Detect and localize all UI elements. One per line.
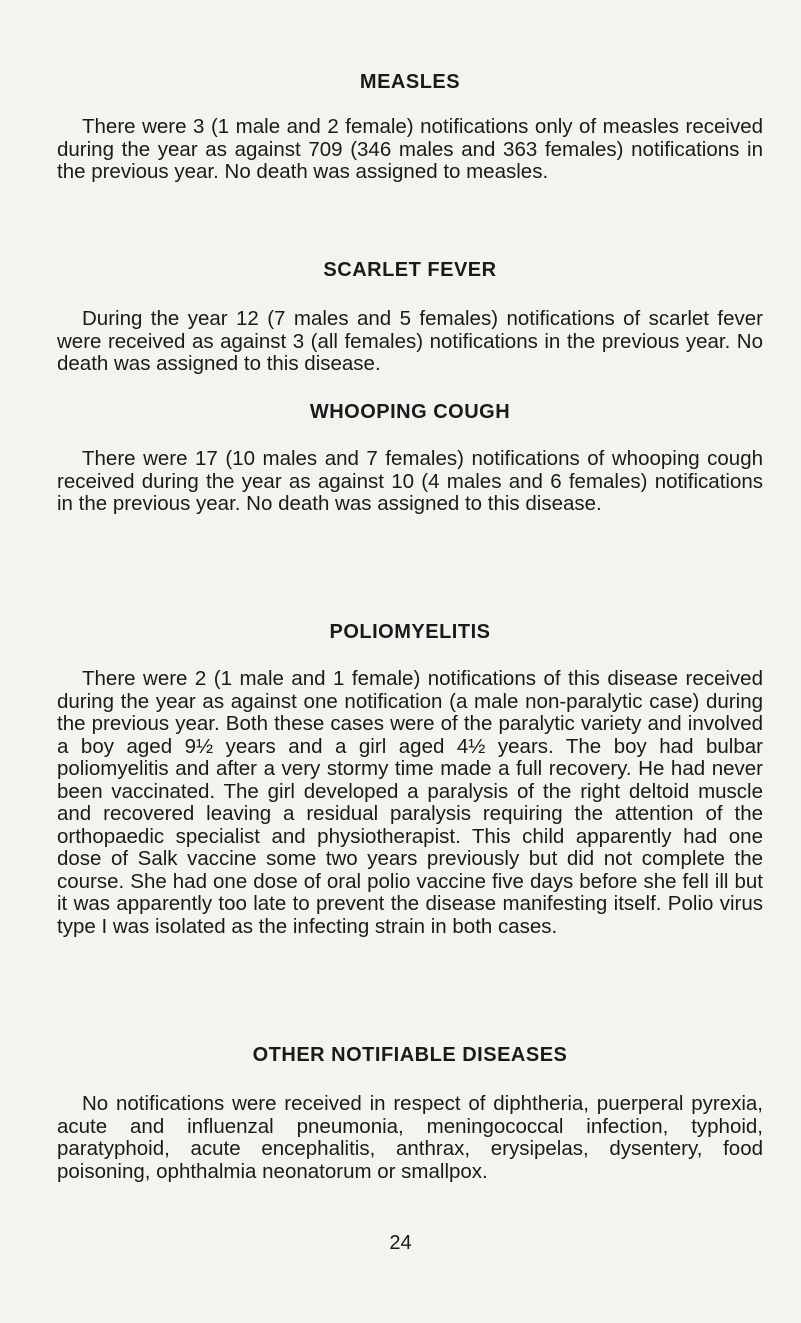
- section-whooping-cough: [57, 400, 763, 516]
- paragraph-text: No notifications were received in respect of diphtheria, puerperal pyrexia, acute and influenzal pneumonia, meningococcal infection, typhoid, paratyphoid, acute encephalitis, anthrax, erysipelas, dysentery, food poisoning, ophthalmia neonatorum or smallpox.: [57, 1092, 763, 1183]
- section-heading: OTHER NOTIFIABLE DISEASES: [252, 1044, 568, 1066]
- section-paragraph: [57, 668, 763, 938]
- section-measles: [57, 70, 763, 184]
- section-scarlet-fever: [57, 258, 763, 376]
- page-number: 24: [389, 1232, 412, 1254]
- paragraph-text: There were 2 (1 male and 1 female) notifications of this disease received during the year as against one notification (a male non-paralytic case) during the previous year. Both these cases were of the paralytic variety and involved a boy aged 9½ years and a girl aged 4½ years. The boy had bulbar poliomyelitis and after a very stormy time made a full recovery. He had never been vaccinated. The girl developed a paralysis of the right deltoid muscle and recovered leaving a residual paralysis requiring the attention of the orthopaedic specialist and physiotherapist. This child apparently had one dose of Salk vaccine some two years previously but did not complete the course. She had one dose of oral polio vaccine five days before she fell ill but it was apparently too late to prevent the disease manifesting itself. Polio virus type I was isolated as the infecting strain in both cases.: [57, 667, 763, 938]
- section-paragraph: [57, 308, 763, 376]
- section-heading: MEASLES: [359, 71, 461, 93]
- section-paragraph: [57, 1093, 763, 1183]
- section-other-notifiable-diseases: [57, 1043, 763, 1183]
- section-poliomyelitis: [57, 620, 763, 938]
- section-heading: POLIOMYELITIS: [329, 621, 491, 643]
- paragraph-text: There were 3 (1 male and 2 female) notifications only of measles received during the year as against 709 (346 males and 363 females) notifications in the previous year. No death was assigned to measles.: [57, 115, 763, 183]
- paragraph-text: There were 17 (10 males and 7 females) notifications of whooping cough received during the year as against 10 (4 males and 6 females) notifications in the previous year. No death was assigned to this disease.: [57, 447, 763, 515]
- section-paragraph: [57, 448, 763, 516]
- paragraph-text: During the year 12 (7 males and 5 females) notifications of scarlet fever were received as against 3 (all females) notifications in the previous year. No death was assigned to this disease.: [57, 307, 763, 375]
- section-heading: SCARLET FEVER: [323, 259, 497, 281]
- section-heading: WHOOPING COUGH: [309, 401, 511, 423]
- section-paragraph: [57, 116, 763, 184]
